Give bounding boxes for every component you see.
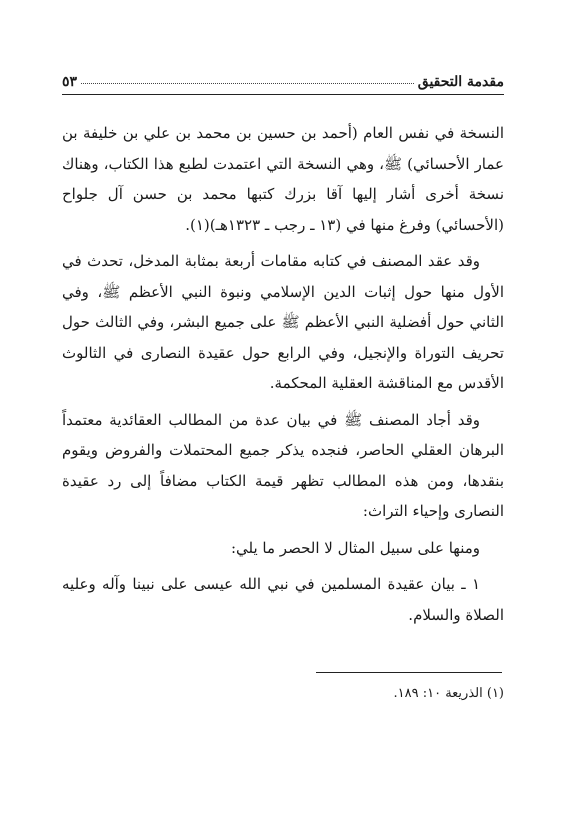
paragraph-5: ١ ـ بيان عقيدة المسلمين في نبي الله عيسى على نبينا وآله وعليه الصلاة والسلام. <box>62 575 504 624</box>
page-number: ٥٣ <box>62 74 78 90</box>
paragraph-3: وقد أجاد المصنف ﷺ في بيان عدة من المطالب العقائدية معتمداً البرهان العقلي الحاصر، فنجده يذكر جميع المحتملات والفروض ويقوم بنقدها، ومن هذه المطالب تظهر قيمة الكتاب مضافاً إلى رد عقيدة النصارى وإحياء التراث: <box>62 410 504 520</box>
paragraph-2: وقد عقد المصنف في كتابه مقامات أربعة بمثابة المدخل، تحدث في الأول منها حول إثبات الدين الإسلامي ونبوة النبي الأعظم ﷺ، وفي الثاني حول أفضلية النبي الأعظم ﷺ على جميع البشر، وفي الثالث حول تحريف التوراة والإنجيل، وفي الرابع حول عقيدة النصارى في الثالوث الأقدس مع المناقشة العقلية المحكمة. <box>62 252 504 392</box>
paragraph-1: النسخة في نفس العام (أحمد بن حسين بن محمد بن علي بن خليفة بن عمار الأحسائي) ﷺ، وهي النسخة التي اعتمدت لطبع هذا الكتاب، وهناك نسخة أخرى أشار إليها آقا بزرك كتبها محمد بن حسن آل جلواح (الأحسائي) وفرغ منها في (١٣ ـ رجب ـ ١٣٢٣هـ)(١). <box>62 124 504 234</box>
running-header <box>62 66 504 90</box>
header-rule <box>62 94 504 95</box>
body-text <box>62 118 504 636</box>
paragraph-4: ومنها على سبيل المثال لا الحصر ما يلي: <box>230 538 480 557</box>
footnote: (١) الذريعة ١٠: ١٨٩. <box>393 686 504 701</box>
footnote-rule <box>316 672 502 673</box>
section-title: مقدمة التحقيق <box>417 74 504 90</box>
header-leader-dots <box>81 83 414 84</box>
